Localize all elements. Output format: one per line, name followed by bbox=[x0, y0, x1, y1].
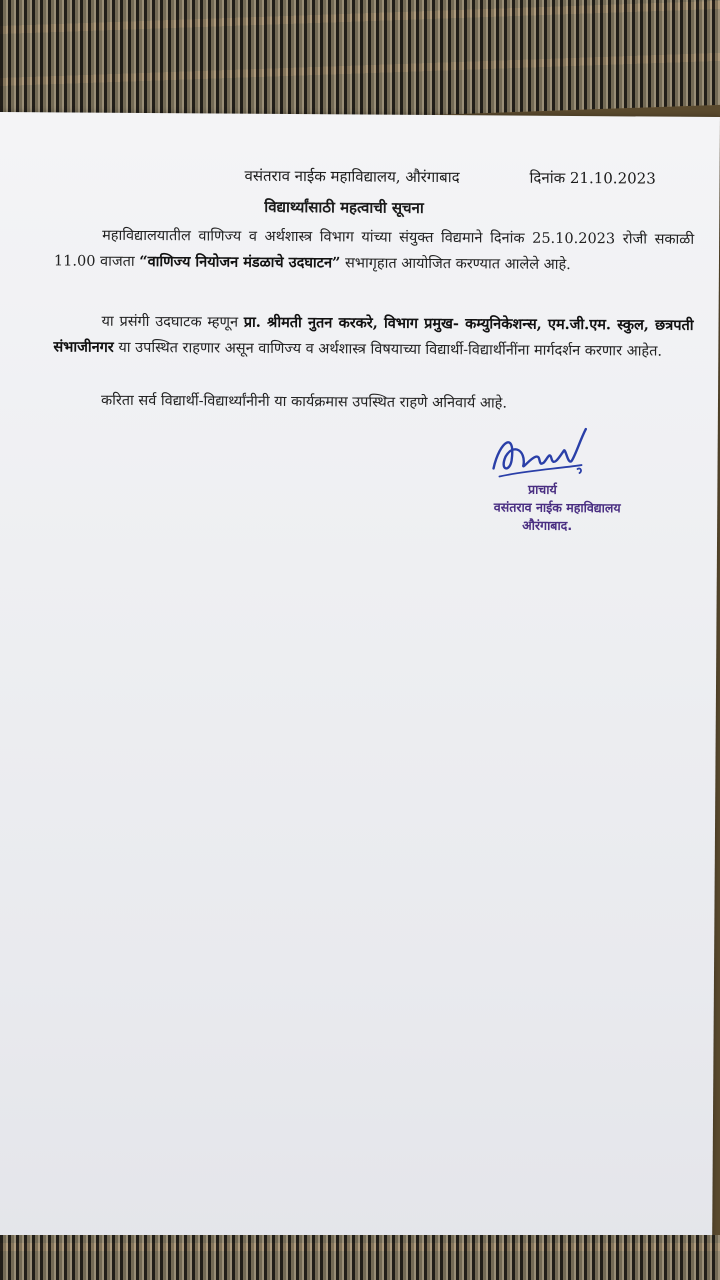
header-line bbox=[0, 164, 720, 188]
paragraph-guest bbox=[53, 308, 693, 364]
paragraph-guest-rest: या उपस्थित राहणार असून वाणिज्य व अर्थशास्त्र विषयाच्या विद्यार्थी-विद्यार्थीनींना मार्गदर्शन करणार आहेत. bbox=[113, 339, 663, 360]
principal-stamp bbox=[457, 480, 657, 535]
stamp-designation: प्राचार्य bbox=[527, 481, 557, 497]
guest-details: प्रा. श्रीमती नुतन करकरे, विभाग प्रमुख- कम्युनिकेशन्स, एम.जी.एम. स्कुल, छत्रपती संभाजीनगर bbox=[53, 313, 694, 356]
paragraph-event-intro: महाविद्यालयातील वाणिज्य व अर्थशास्त्र विभाग यांच्या संयुक्त विद्यमाने दिनांक 25.10.2023 रोजी सकाळी 11.00 वाजता bbox=[53, 227, 695, 270]
tiled-background-bottom bbox=[0, 1235, 720, 1280]
notice-title: विद्यार्थ्यांसाठी महत्वाची सूचना bbox=[264, 197, 424, 217]
paragraph-event bbox=[54, 222, 694, 278]
stamp-city: औरंगाबाद. bbox=[522, 517, 573, 534]
stamp-college: वसंतराव नाईक महाविद्यालय bbox=[493, 499, 621, 516]
college-name: वसंतराव नाईक महाविद्यालय, औरंगाबाद bbox=[244, 166, 460, 187]
notice-paper bbox=[0, 112, 720, 1255]
paragraph-event-venue: सभागृहात आयोजित करण्यात आलेले आहे. bbox=[340, 255, 571, 273]
notice-date: दिनांक 21.10.2023 bbox=[529, 168, 656, 188]
event-name: “वाणिज्य नियोजन मंडळाचे उदघाटन” bbox=[139, 252, 341, 272]
paragraph-attendance: करिता सर्व विद्यार्थी-विद्यार्थ्यांनीनी या कार्यक्रमास उपस्थित राहणे अनिवार्य आहे. bbox=[100, 392, 508, 412]
tiled-background-top bbox=[0, 0, 720, 130]
paragraph-guest-intro: या प्रसंगी उदघाटक म्हणून bbox=[101, 313, 244, 331]
